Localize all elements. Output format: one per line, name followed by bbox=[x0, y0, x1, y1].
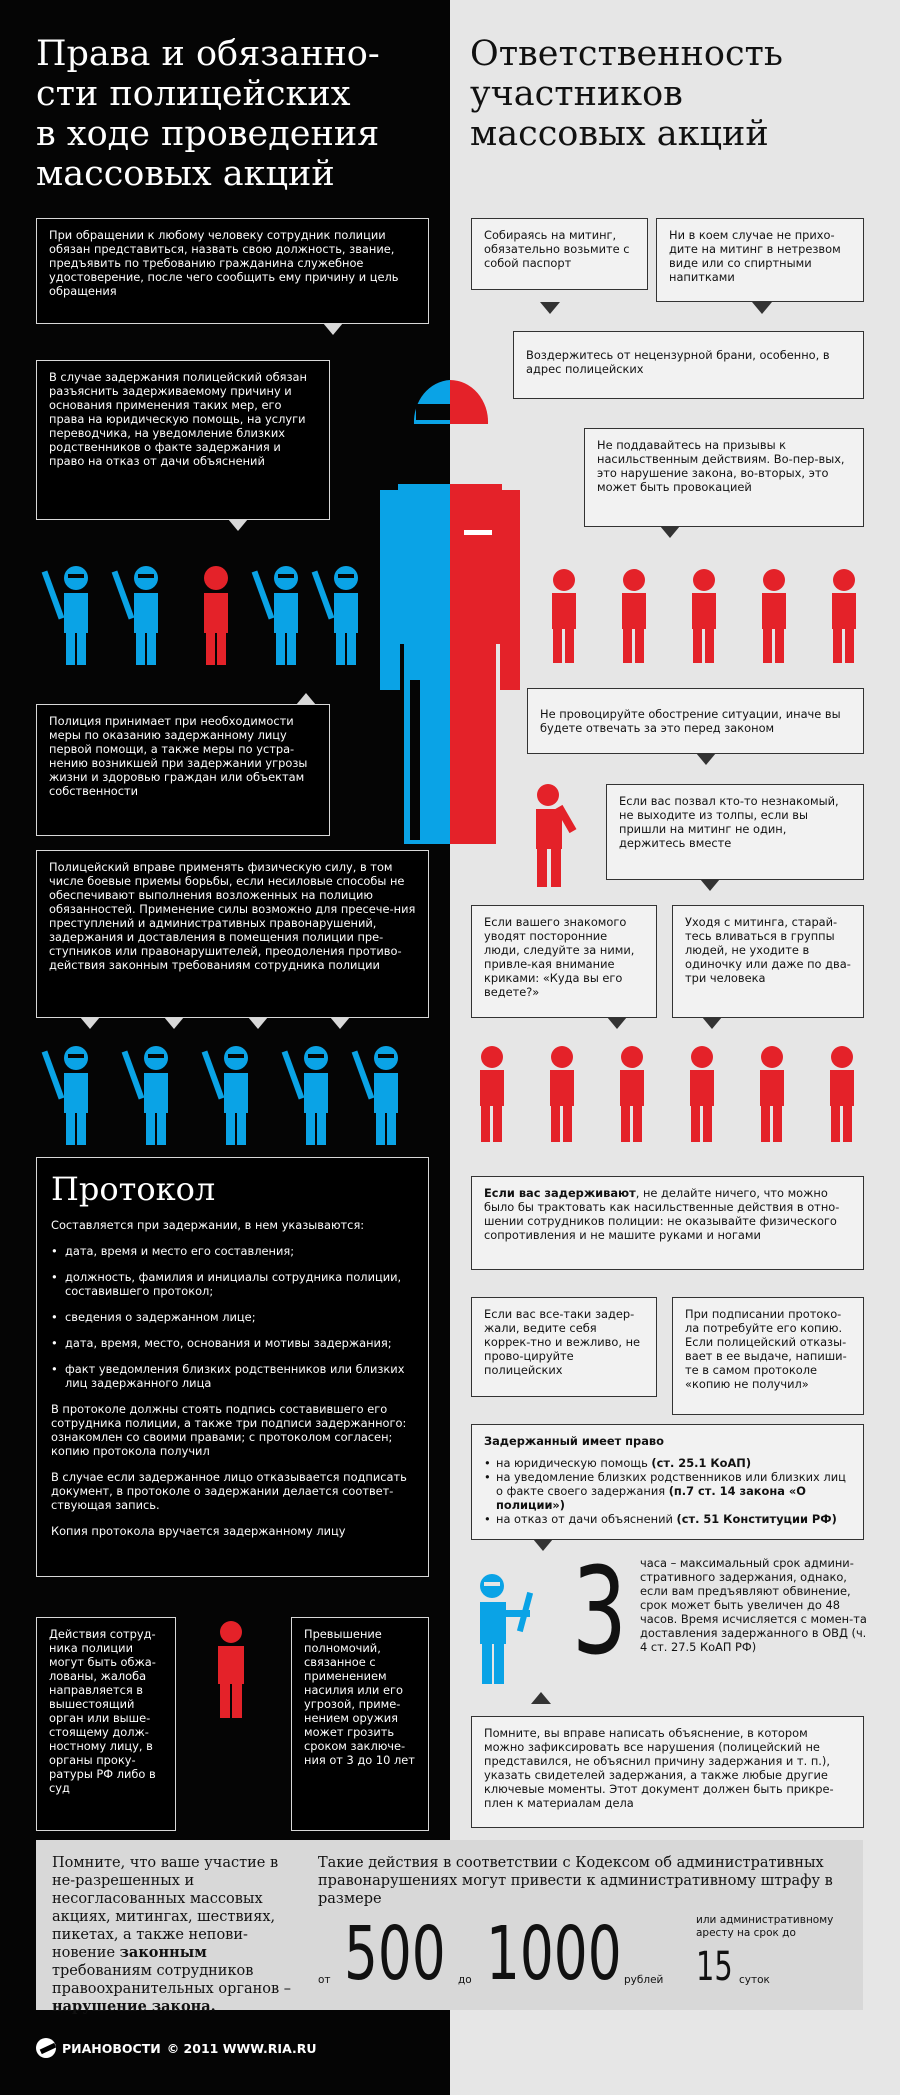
tail bbox=[531, 1692, 551, 1704]
if-detained-box bbox=[471, 1176, 864, 1270]
tail bbox=[660, 526, 680, 538]
participation-warning bbox=[52, 1854, 297, 2016]
no-swearing-box: Воздержитесь от нецензурной брани, особенно, в адрес полицейских bbox=[513, 331, 864, 399]
detention-explain-box: В случае задержания полицейский обязан разъяснить задерживаемому причину и основания применения таких мер, его права на юридическую помощь, на услуги переводчика, на уведомление близких родственников о факте задержания и право на отказ от дачи объяснений bbox=[36, 360, 330, 520]
appeal-box: Действия сотруд-ника полиции могут быть обжа-лованы, жалоба направляется в вышестоящий орган или выше-стоящему долж-ностному лицу, в органы проку-ратуры РФ либо в суд bbox=[36, 1617, 176, 1831]
rights-item-text: на отказ от дачи объяснений bbox=[496, 1512, 677, 1526]
passport-box: Собираясь на митинг, обязательно возьмите с собой паспорт bbox=[471, 218, 648, 290]
protocol-item: • должность, фамилия и инициалы сотрудника полиции, составившего протокол; bbox=[51, 1270, 414, 1298]
tail bbox=[696, 753, 716, 765]
stay-together-box: Если вас позвал кто-то незнакомый, не выходите из толпы, если вы пришли на митинг не один, держитесь вместе bbox=[606, 784, 864, 880]
fine-to-label: до bbox=[458, 1974, 472, 1986]
arrest-label: или административному аресту на срок до bbox=[696, 1914, 834, 1939]
protocol-signatures: В протоколе должны стоять подпись составившего его сотрудника полиции, а также три подписи задержанного: ознакомлен со своими правами; с протоколом согласен; копию протокола получил bbox=[51, 1402, 407, 1458]
fines-panel bbox=[36, 1840, 863, 2015]
leave-in-group-box: Уходя с митинга, старай-тесь вливаться в группы людей, не уходите в одиночку или даже по два-три человека bbox=[672, 905, 864, 1018]
write-explanation-box: Помните, вы вправе написать объяснение, в котором можно зафиксировать все нарушения (полицейский не представился, не объяснил причину задержания и т. п.), указать свидетелей задержания, а также любые другие ключевые моменты. Этот документ должен быть прикре-плен к материалам дела bbox=[471, 1716, 864, 1828]
tail bbox=[702, 1017, 722, 1029]
ria-logo-icon bbox=[36, 2038, 56, 2058]
police-intro-box: При обращении к любому человеку сотрудник полиции обязан представиться, назвать свою должность, звание, предъявить по требованию гражданина служебное удостоверение, после чего сообщить ему причину и цель обращения bbox=[36, 218, 429, 324]
tail bbox=[228, 519, 248, 531]
right-title: Ответственность участников массовых акций bbox=[470, 34, 783, 154]
if-detained-text: , не делайте ничего, что можно было бы трактовать как насильственные действия в отно-шении сотрудников полиции: не оказывайте физического сопротивления и не машите руками и ногами bbox=[484, 1186, 840, 1242]
protocol-intro: Составляется при задержании, в нем указываются: bbox=[51, 1218, 365, 1232]
three-hours-number: 3 bbox=[572, 1543, 627, 1682]
protester-row-1 bbox=[540, 565, 880, 675]
rights-item-text: на уведомление близких родственников или близких лиц о факте своего задержания bbox=[496, 1470, 846, 1498]
tail bbox=[700, 879, 720, 891]
rights-item-ref: (п.7 ст. 14 закона «О полиции») bbox=[496, 1484, 806, 1512]
follow-acquaintance-box: Если вашего знакомого уводят посторонние люди, следуйте за ними, привле-кая внимание криками: «Куда вы его ведете?» bbox=[471, 905, 657, 1018]
tail bbox=[80, 1017, 100, 1029]
rights-heading: Задержанный имеет право bbox=[484, 1434, 664, 1448]
warning-bold-lawful: законным bbox=[119, 1944, 207, 1961]
rights-item bbox=[484, 1456, 851, 1470]
rights-item bbox=[484, 1470, 851, 1512]
tail bbox=[752, 302, 772, 314]
tail bbox=[330, 1017, 350, 1029]
arrest-days-number: 15 bbox=[696, 1944, 733, 1990]
first-aid-box: Полиция принимает при необходимости меры по оказанию задержанному лицу первой помощи, а также меры по устра-нению возникшей при задержании угрозы жизни и здоровью граждан или объектам собственности bbox=[36, 704, 330, 836]
rights-list bbox=[484, 1456, 851, 1526]
tail bbox=[607, 1017, 627, 1029]
protocol-item: • факт уведомления близких родственников или близких лиц задержанного лица bbox=[51, 1362, 414, 1390]
rights-item bbox=[484, 1512, 851, 1526]
fine-min-amount: 500 bbox=[344, 1911, 446, 1997]
central-split-figure bbox=[380, 380, 530, 850]
brand-name: РИАНОВОСТИ bbox=[62, 2040, 161, 2056]
police-officer-figure bbox=[470, 1570, 540, 1690]
left-title: Права и обязанно- сти полицейских в ходе проведения массовых акций bbox=[36, 34, 380, 194]
sober-box: Ни в коем случае не прихо-дите на митинг в нетрезвом виде или со спиртными напитками bbox=[656, 218, 864, 302]
if-detained-bold: Если вас задерживают bbox=[484, 1186, 636, 1200]
protester-figure-center bbox=[206, 1620, 256, 1720]
no-violence-box: Не поддавайтесь на призывы к насильственным действиям. Во-пер-вых, это нарушение закона, во-вторых, это может быть провокацией bbox=[584, 428, 864, 527]
protocol-copy: Копия протокола вручается задержанному лицу bbox=[51, 1524, 346, 1538]
be-polite-box: Если вас все-таки задер-жали, ведите себя коррек-тно и вежливо, не прово-цируйте полицейских bbox=[471, 1297, 657, 1397]
warning-text: требованиям сотрудников правоохранительных органов – bbox=[52, 1963, 292, 1997]
protocol-item: • сведения о задержанном лице; bbox=[51, 1310, 414, 1324]
fine-description: Такие действия в соответствии с Кодексом об административных правонарушениях могут привести к административному штрафу в размере bbox=[318, 1855, 833, 1907]
warning-bold-violation: нарушение закона. bbox=[52, 1998, 216, 2015]
rights-item-ref: (ст. 51 Конституции РФ) bbox=[676, 1512, 837, 1526]
protester-row-2 bbox=[468, 1042, 868, 1152]
protocol-item: • дата, время, место, основания и мотивы задержания; bbox=[51, 1336, 414, 1350]
fine-currency: рублей bbox=[624, 1974, 664, 1986]
warning-text: Помните, что ваше участие в не-разрешенных и несогласованных массовых акциях, митингах, шествиях, пикетах, а также непови-новение bbox=[52, 1855, 279, 1961]
fine-max-amount: 1000 bbox=[486, 1911, 622, 1997]
protocol-item: • дата, время и место его составления; bbox=[51, 1244, 414, 1258]
detainee-rights-box bbox=[471, 1424, 864, 1540]
tail bbox=[540, 302, 560, 314]
protocol-refusal: В случае если задержанное лицо отказывается подписать документ, в протоколе о задержании делается соответ-ствующая запись. bbox=[51, 1470, 407, 1512]
force-use-box: Полицейский вправе применять физическую силу, в том числе боевые приемы борьбы, если несиловые способы не обеспечивают выполнения возложенных на полицию обязанностей. Применение силы возможно для пресече-ния преступлений и административных правонарушений, задержания и доставления в помещения полиции пре-ступников или правонарушителей, преодоления противо-действия законным требованиям сотрудника полиции bbox=[36, 850, 429, 1018]
tail bbox=[248, 1017, 268, 1029]
arrest-days-unit: суток bbox=[739, 1974, 770, 1986]
protocol-box bbox=[36, 1157, 429, 1577]
protocol-copy-box: При подписании протоко-ла потребуйте его копию. Если полицейский отказы-вает в ее выдаче, напиши-те в самом протоколе «копию не получил» bbox=[672, 1297, 864, 1415]
protocol-list bbox=[51, 1244, 414, 1390]
footer bbox=[36, 2038, 317, 2058]
copyright: © 2011 WWW.RIA.RU bbox=[166, 2040, 317, 2056]
police-row-1 bbox=[36, 560, 366, 670]
three-hours-text: часа – максимальный срок админи-стративного задержания, однако, если вам предъявляют обвинение, срок может быть увеличен до 48 часов. Время исчисляется с момен-та доставления задержанного в ОВД (ч. 4 ст. 27.5 КоАП РФ) bbox=[640, 1556, 867, 1654]
fine-from-label: от bbox=[318, 1974, 331, 1986]
no-provocation-box: Не провоцируйте обострение ситуации, иначе вы будете отвечать за это перед законом bbox=[527, 688, 864, 754]
protocol-heading: Протокол bbox=[51, 1170, 216, 1208]
protester-waving-figure bbox=[526, 775, 586, 895]
police-row-2 bbox=[36, 1040, 406, 1150]
rights-item-ref: (ст. 25.1 КоАП) bbox=[651, 1456, 752, 1470]
power-abuse-box: Превышение полномочий, связанное с применением насилия или его угрозой, приме-нением оружия может грозить сроком заключе-ния от 3 до 10 лет bbox=[291, 1617, 429, 1831]
tail bbox=[164, 1017, 184, 1029]
tail bbox=[323, 323, 343, 335]
rights-item-text: на юридическую помощь bbox=[496, 1456, 652, 1470]
tail bbox=[533, 1539, 553, 1551]
